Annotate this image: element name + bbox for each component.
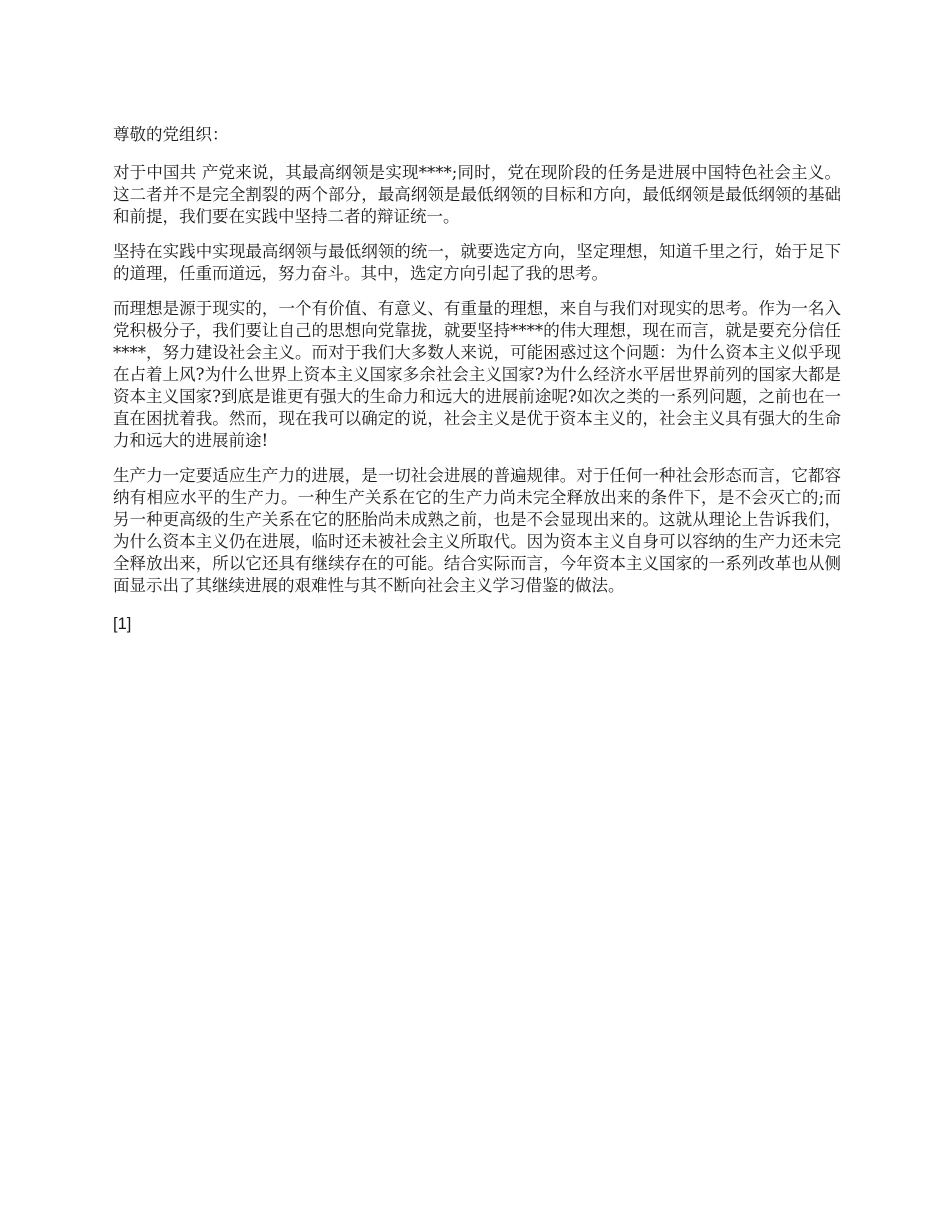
paragraph-1: 对于中国共 产党来说，其最高纲领是实现****;同时，党在现阶段的任务是进展中国特色社会主义。这二者并不是完全割裂的两个部分，最高纲领是最低纲领的目标和方向，最低纲领是最低纲领的基础和前提，我们要在实践中坚持二者的辩证统一。 xyxy=(113,163,841,226)
document-page xyxy=(113,124,841,652)
footnote-marker: [1] xyxy=(113,615,132,633)
salutation: 尊敬的党组织： xyxy=(113,125,229,144)
paragraph-3: 而理想是源于现实的，一个有价值、有意义、有重量的理想，来自与我们对现实的思考。作为一名入党积极分子，我们要让自己的思想向党靠拢，就要坚持****的伟大理想，现在而言，就是要充分信任****，努力建设社会主义。而对于我们大多数人来说，可能困惑过这个问题：为什么资本主义似乎现在占着上风?为什么世界上资本主义国家多余社会主义国家?为什么经济水平居世界前列的国家大都是资本主义国家?到底是谁更有强大的生命力和远大的进展前途呢?如次之类的一系列问题，之前也在一直在困扰着我。然而，现在我可以确定的说，社会主义是优于资本主义的，社会主义具有强大的生命力和远大的进展前途! xyxy=(113,299,841,450)
paragraph-2: 坚持在实践中实现最高纲领与最低纲领的统一，就要选定方向，坚定理想，知道千里之行，始于足下的道理，任重而道远，努力奋斗。其中，选定方向引起了我的思考。 xyxy=(113,242,841,283)
paragraph-4: 生产力一定要适应生产力的进展，是一切社会进展的普遍规律。对于任何一种社会形态而言，它都容纳有相应水平的生产力。一种生产关系在它的生产力尚未完全释放出来的条件下，是不会灭亡的;而另一种更高级的生产关系在它的胚胎尚未成熟之前，也是不会显现出来的。这就从理论上告诉我们，为什么资本主义仍在进展，临时还未被社会主义所取代。因为资本主义自身可以容纳的生产力还未完全释放出来，所以它还具有继续存在的可能。结合实际而言，今年资本主义国家的一系列改革也从侧面显示出了其继续进展的艰难性与其不断向社会主义学习借鉴的做法。 xyxy=(113,466,841,595)
